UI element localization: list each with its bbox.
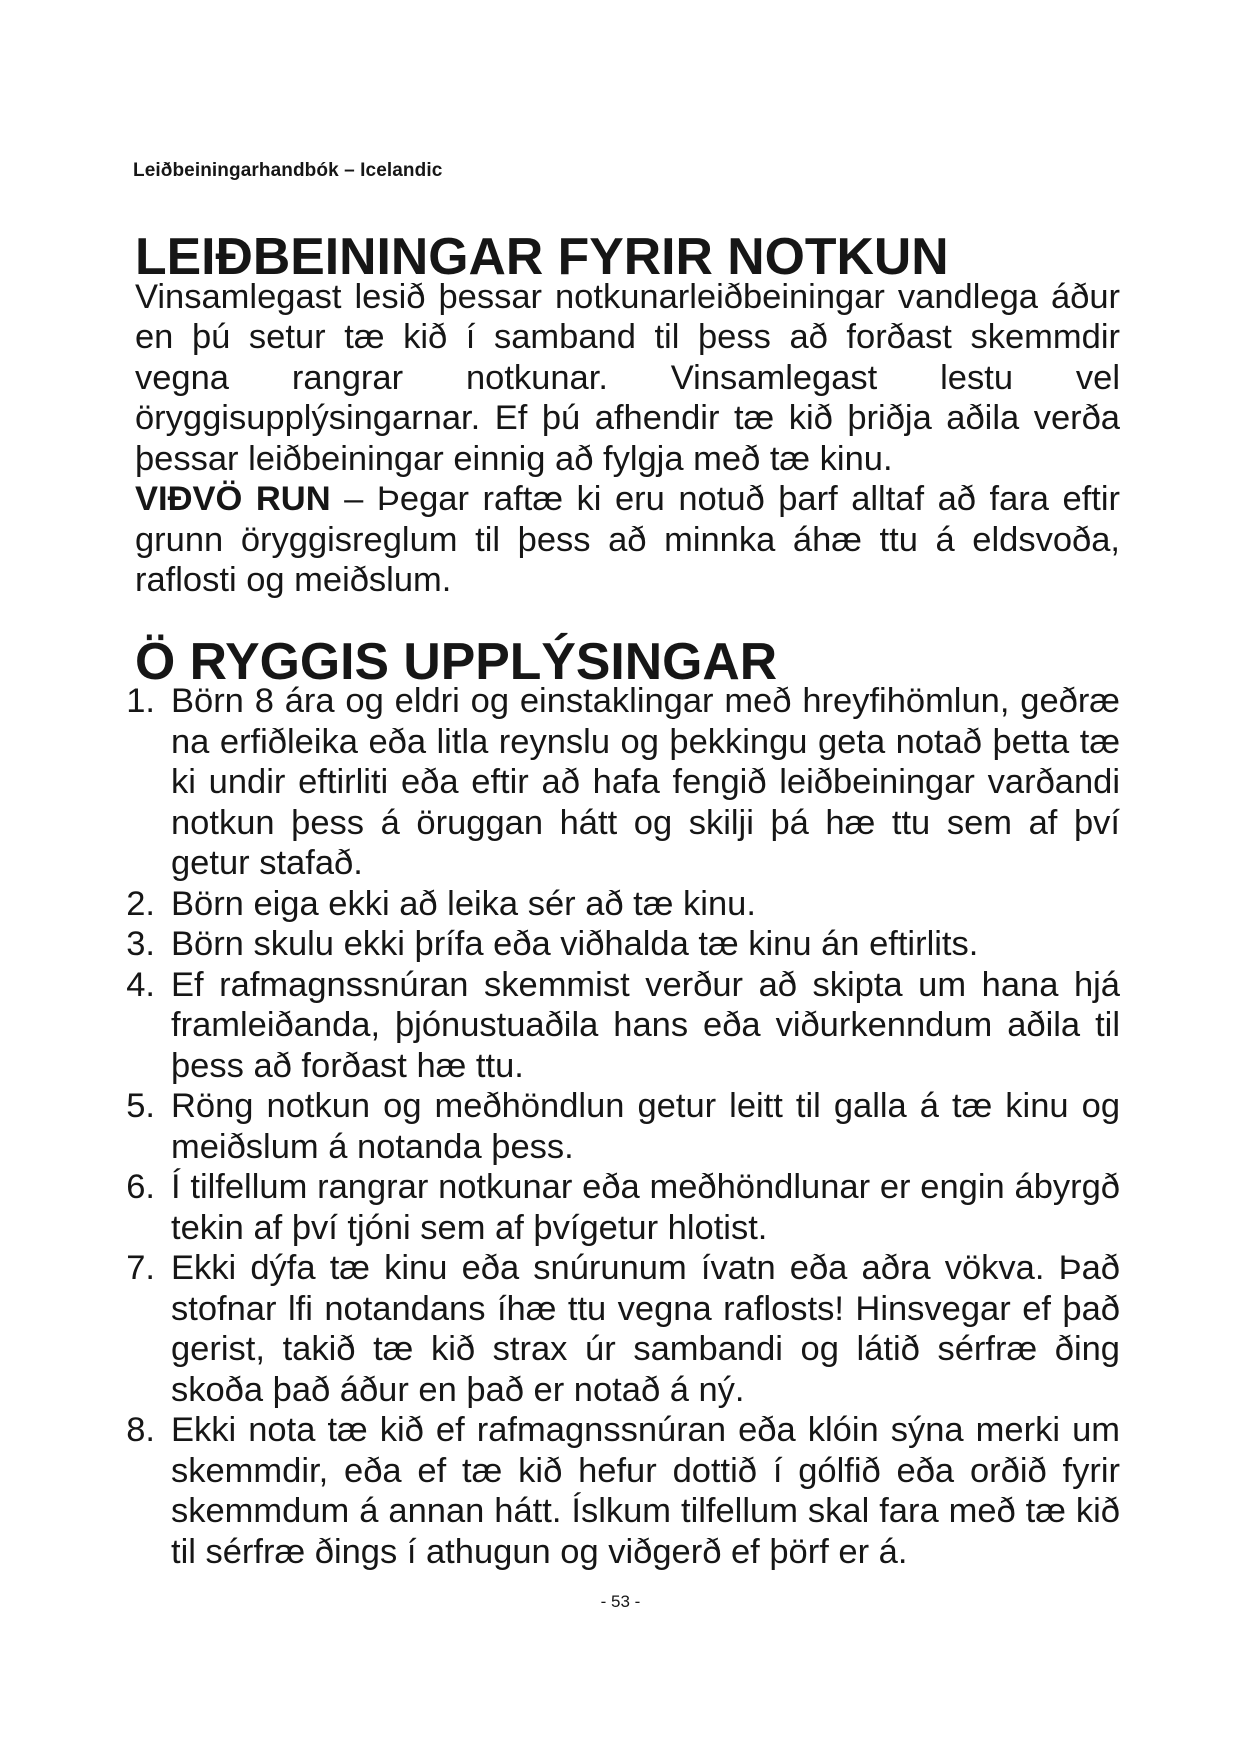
item-number: 5. [126, 1087, 155, 1125]
warning-text: – Þegar raftæ ki eru notuð þarf alltaf að fara eftir grunn öryggisreglum til þess að minnka áhæ ttu á eldsvoða, raflosti og meiðslum. [135, 480, 1121, 599]
list-item [126, 924, 1120, 965]
list-item [126, 1167, 1120, 1248]
instructions-heading: LEIÐBEININGAR FYRIR NOTKUN [135, 227, 949, 285]
item-number: 3. [126, 925, 155, 963]
safety-list [126, 681, 1120, 1572]
list-item [126, 1086, 1120, 1167]
list-item [126, 681, 1120, 884]
item-text: Ekki dýfa tæ kinu eða snúrunum ívatn eða aðra vökva. Það stofnar lfi notandans íhæ ttu vegna raflosts! Hinsvegar ef það gerist, takið tæ kið strax úr sambandi og látið sérfræ ðing skoða það áður en það er notað á ný. [171, 1249, 1120, 1409]
warning-paragraph [135, 479, 1120, 601]
item-text: Ekki nota tæ kið ef rafmagnssnúran eða klóin sýna merki um skemmdir, eða ef tæ kið hefur dottið í gólfið eða orðið fyrir skemmdum á annan hátt. Íslkum tilfellum skal fara með tæ kið til sérfræ ðings í athugun og viðgerð ef þörf er á. [171, 1411, 1120, 1571]
item-number: 7. [126, 1249, 155, 1287]
list-item [126, 965, 1120, 1087]
main-content [126, 227, 1121, 1572]
item-number: 6. [126, 1168, 155, 1206]
item-text: Börn eiga ekki að leika sér að tæ kinu. [171, 884, 756, 923]
item-number: 2. [126, 884, 155, 923]
instructions-intro: Vinsamlegast lesið þessar notkunarleiðbeiningar vandlega áður en þú setur tæ kið í samband til þess að forðast skemmdir vegna rangrar notkunar. Vinsamlegast lestu vel öryggisupplýsingarnar. Ef þú afhendir tæ kið þriðja aðila verða þessar leiðbeiningar einnig að fylgja með tæ kinu. [135, 277, 1120, 478]
page-number: - 53 - [600, 1592, 641, 1611]
list-item [126, 1248, 1120, 1410]
item-text: Ef rafmagnssnúran skemmist verður að skipta um hana hjá framleiðanda, þjónustuaðila hans eða viðurkenndum aðila til þess að forðast hæ ttu. [171, 965, 1120, 1085]
running-header: Leiðbeiningarhandbók – Icelandic [133, 160, 443, 181]
item-text: Í tilfellum rangrar notkunar eða meðhöndlunar er engin ábyrgð tekin af því tjóni sem af þvígetur hlotist. [171, 1168, 1120, 1247]
item-text: Börn skulu ekki þrífa eða viðhalda tæ kinu án eftirlits. [171, 925, 979, 963]
safety-heading: Ö RYGGIS UPPLÝSINGAR [135, 631, 778, 690]
item-number: 4. [126, 965, 155, 1004]
list-item [126, 884, 1120, 925]
item-number: 1. [126, 682, 155, 720]
item-text: Röng notkun og meðhöndlun getur leitt til galla á tæ kinu og meiðslum á notanda þess. [171, 1087, 1120, 1166]
item-number: 8. [126, 1411, 155, 1449]
warning-label: VIÐVÖ RUN [135, 480, 331, 518]
list-item [126, 1410, 1120, 1572]
item-text: Börn 8 ára og eldri og einstaklingar með hreyfihömlun, geðræ na erfiðleika eða litla reynslu og þekkingu geta notað þetta tæ ki undir eftirliti eða eftir að hafa fengið leiðbeiningar varðandi notkun þess á öruggan hátt og skilji þá hæ ttu sem af því getur stafað. [171, 682, 1120, 882]
